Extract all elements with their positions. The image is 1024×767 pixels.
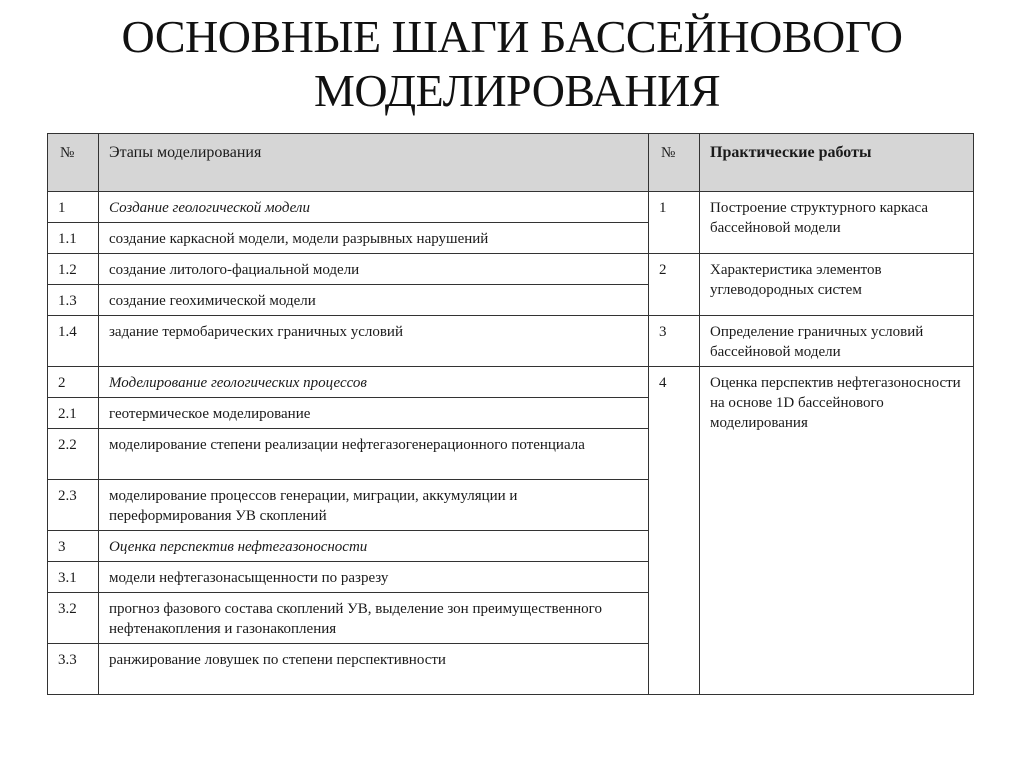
header-stage-number: № — [48, 134, 99, 192]
stage-text: модели нефтегазонасыщенности по разрезу — [99, 562, 649, 593]
modeling-steps-table — [47, 133, 974, 695]
stage-number: 2.2 — [48, 429, 99, 480]
stage-heading: Создание геологической модели — [99, 192, 649, 223]
stage-text: создание литолого-фациальной модели — [99, 254, 649, 285]
stage-number: 1.3 — [48, 285, 99, 316]
stage-number: 2.3 — [48, 480, 99, 531]
stage-text: создание геохимической модели — [99, 285, 649, 316]
stage-text: геотермическое моделирование — [99, 398, 649, 429]
table-row — [48, 192, 974, 223]
stage-text: моделирование процессов генерации, миграции, аккумуляции и переформирования УВ скоплений — [99, 480, 649, 531]
slide-title — [0, 10, 1024, 118]
stage-number: 1.1 — [48, 223, 99, 254]
stage-number: 3 — [48, 531, 99, 562]
stage-number: 1.2 — [48, 254, 99, 285]
work-number: 1 — [649, 192, 700, 254]
stage-number: 3.2 — [48, 593, 99, 644]
stage-text: создание каркасной модели, модели разрывных нарушений — [99, 223, 649, 254]
work-text: Построение структурного каркаса бассейновой модели — [700, 192, 974, 254]
work-text: Оценка перспектив нефтегазоносности на основе 1D бассейнового моделирования — [700, 367, 974, 695]
slide-title-line-1: ОСНОВНЫЕ ШАГИ БАССЕЙНОВОГО — [121, 11, 903, 62]
header-practical-works: Практические работы — [700, 134, 974, 192]
header-work-number: № — [649, 134, 700, 192]
stage-number: 3.3 — [48, 644, 99, 695]
stage-number: 1 — [48, 192, 99, 223]
work-number: 2 — [649, 254, 700, 316]
work-number: 4 — [649, 367, 700, 695]
stage-number: 2 — [48, 367, 99, 398]
stage-heading: Моделирование геологических процессов — [99, 367, 649, 398]
slide-title-line-2: МОДЕЛИРОВАНИЯ — [313, 65, 721, 116]
stage-text: задание термобарических граничных условий — [99, 316, 649, 367]
work-number: 3 — [649, 316, 700, 367]
stage-number: 2.1 — [48, 398, 99, 429]
stage-text: ранжирование ловушек по степени перспективности — [99, 644, 649, 695]
stage-number: 3.1 — [48, 562, 99, 593]
work-text: Определение граничных условий бассейновой модели — [700, 316, 974, 367]
stage-number: 1.4 — [48, 316, 99, 367]
header-stages: Этапы моделирования — [99, 134, 649, 192]
table-row — [48, 254, 974, 285]
stage-text: прогноз фазового состава скоплений УВ, выделение зон преимущественного нефтенакопления и газонакопления — [99, 593, 649, 644]
table-header-row — [48, 134, 974, 192]
stage-heading: Оценка перспектив нефтегазоносности — [99, 531, 649, 562]
table-row — [48, 316, 974, 367]
stage-text: моделирование степени реализации нефтегазогенерационного потенциала — [99, 429, 649, 480]
table-row — [48, 367, 974, 398]
work-text: Характеристика элементов углеводородных систем — [700, 254, 974, 316]
